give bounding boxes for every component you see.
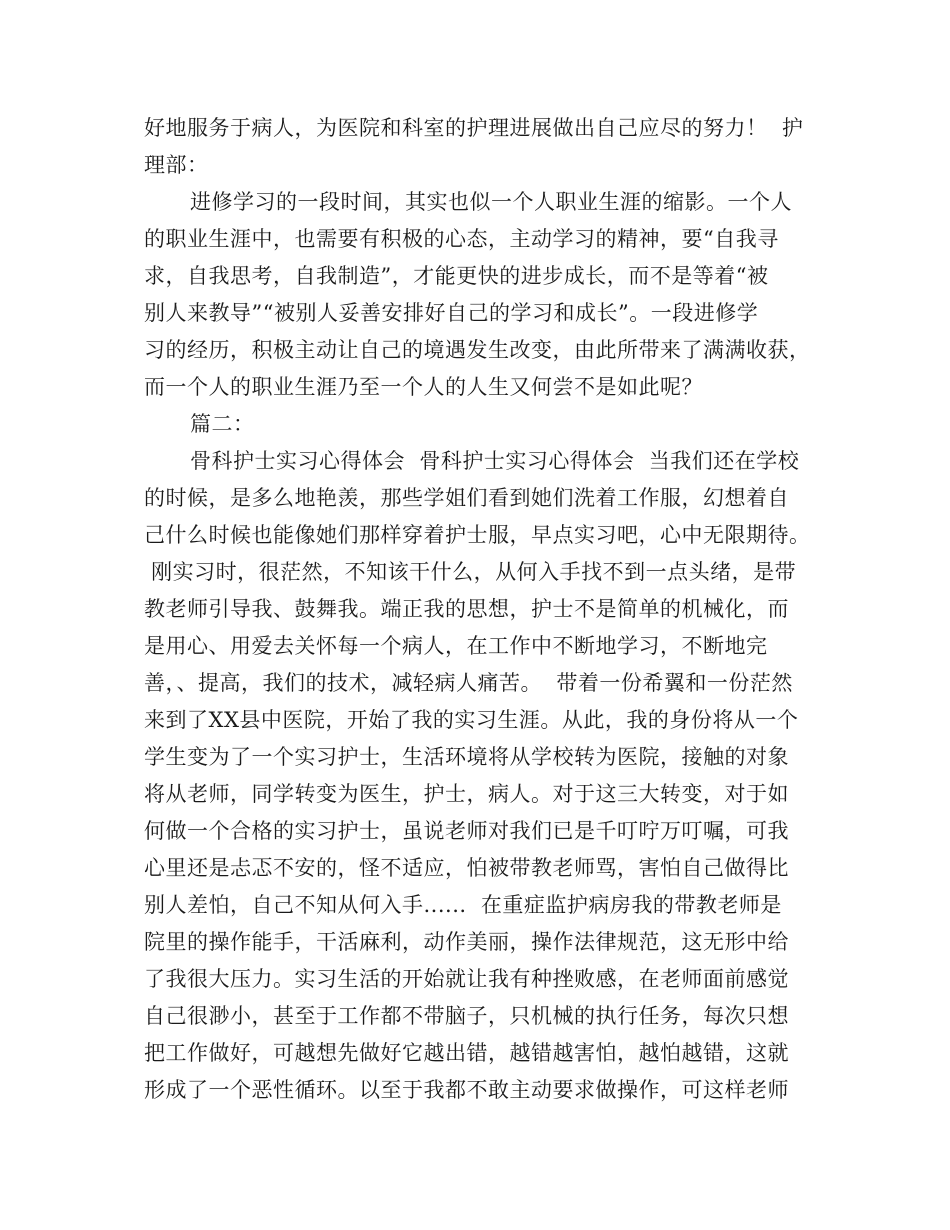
- text-line: 把工作做好，可越想先做好它越出错，越错越害怕，越怕越错，这就: [144, 1041, 789, 1065]
- text-line: 的职业生涯中，也需要有积极的心态，主动学习的精神，要“自我寻: [144, 227, 779, 251]
- paragraph-start-line: 进修学习的一段时间，其实也似一个人职业生涯的缩影。一个人: [190, 190, 792, 214]
- text-line: 院里的操作能手，干活麻利，动作美丽，操作法律规范，这无形中给: [144, 930, 789, 954]
- text-line: 善，、提高，我们的技术，减轻病人痛苦。 带着一份希翼和一份茫然: [144, 671, 793, 695]
- text-line: 刚实习时，很茫然，不知该干什么，从何入手找不到一点头绪，是带: [144, 560, 797, 584]
- text-line: 习的经历，积极主动让自己的境遇发生改变，由此所带来了满满收获，: [144, 338, 811, 362]
- section-heading: 篇二：: [190, 412, 255, 436]
- text-line: 求，自我思考，自我制造”，才能更快的进步成长，而不是等着“被: [144, 264, 769, 288]
- text-line: 而一个人的职业生涯乃至一个人的人生又何尝不是如此呢？: [144, 375, 703, 399]
- text-line: 形成了一个恶性循环。以至于我都不敢主动要求做操作，可这样老师: [144, 1078, 789, 1102]
- text-line: 理部：: [144, 153, 209, 177]
- text-line: 学生变为了一个实习护士，生活环境将从学校转为医院，接触的对象: [144, 745, 789, 769]
- text-line: 何做一个合格的实习护士，虽说老师对我们已是千叮咛万叮嘱，可我: [144, 819, 789, 843]
- text-line: 将从老师，同学转变为医生，护士，病人。对于这三大转变，对于如: [144, 782, 789, 806]
- text-line: 别人差怕，自己不知从何入手...... 在重症监护病房我的带教老师是: [144, 893, 782, 917]
- text-line: 己什么时候也能像她们那样穿着护士服，早点实习吧，心中无限期待。: [144, 523, 811, 547]
- text-line: 是用心、用爱去关怀每一个病人，在工作中不断地学习，不断地完: [144, 634, 768, 658]
- text-line: 了我很大压力。实习生活的开始就让我有种挫败感，在老师面前感觉: [144, 967, 789, 991]
- paragraph-start-line: 骨科护士实习心得体会 骨科护士实习心得体会 当我们还在学校: [190, 449, 800, 473]
- text-line: 自己很渺小，甚至于工作都不带脑子，只机械的执行任务，每次只想: [144, 1004, 789, 1028]
- text-line: 心里还是忐忑不安的，怪不适应，怕被带教老师骂，害怕自己做得比: [144, 856, 789, 880]
- text-line: 的时候，是多么地艳羡，那些学姐们看到她们洗着工作服，幻想着自: [144, 486, 789, 510]
- text-line: 好地服务于病人，为医院和科室的护理进展做出自己应尽的努力！ 护: [144, 116, 804, 140]
- text-line: 别人来教导”“被别人妥善安排好自己的学习和成长”。一段进修学: [144, 301, 759, 325]
- text-line: 来到了XX县中医院，开始了我的实习生涯。从此，我的身份将从一个: [144, 708, 799, 732]
- text-line: 教老师引导我、鼓舞我。端正我的思想，护士不是简单的机械化，而: [144, 597, 789, 621]
